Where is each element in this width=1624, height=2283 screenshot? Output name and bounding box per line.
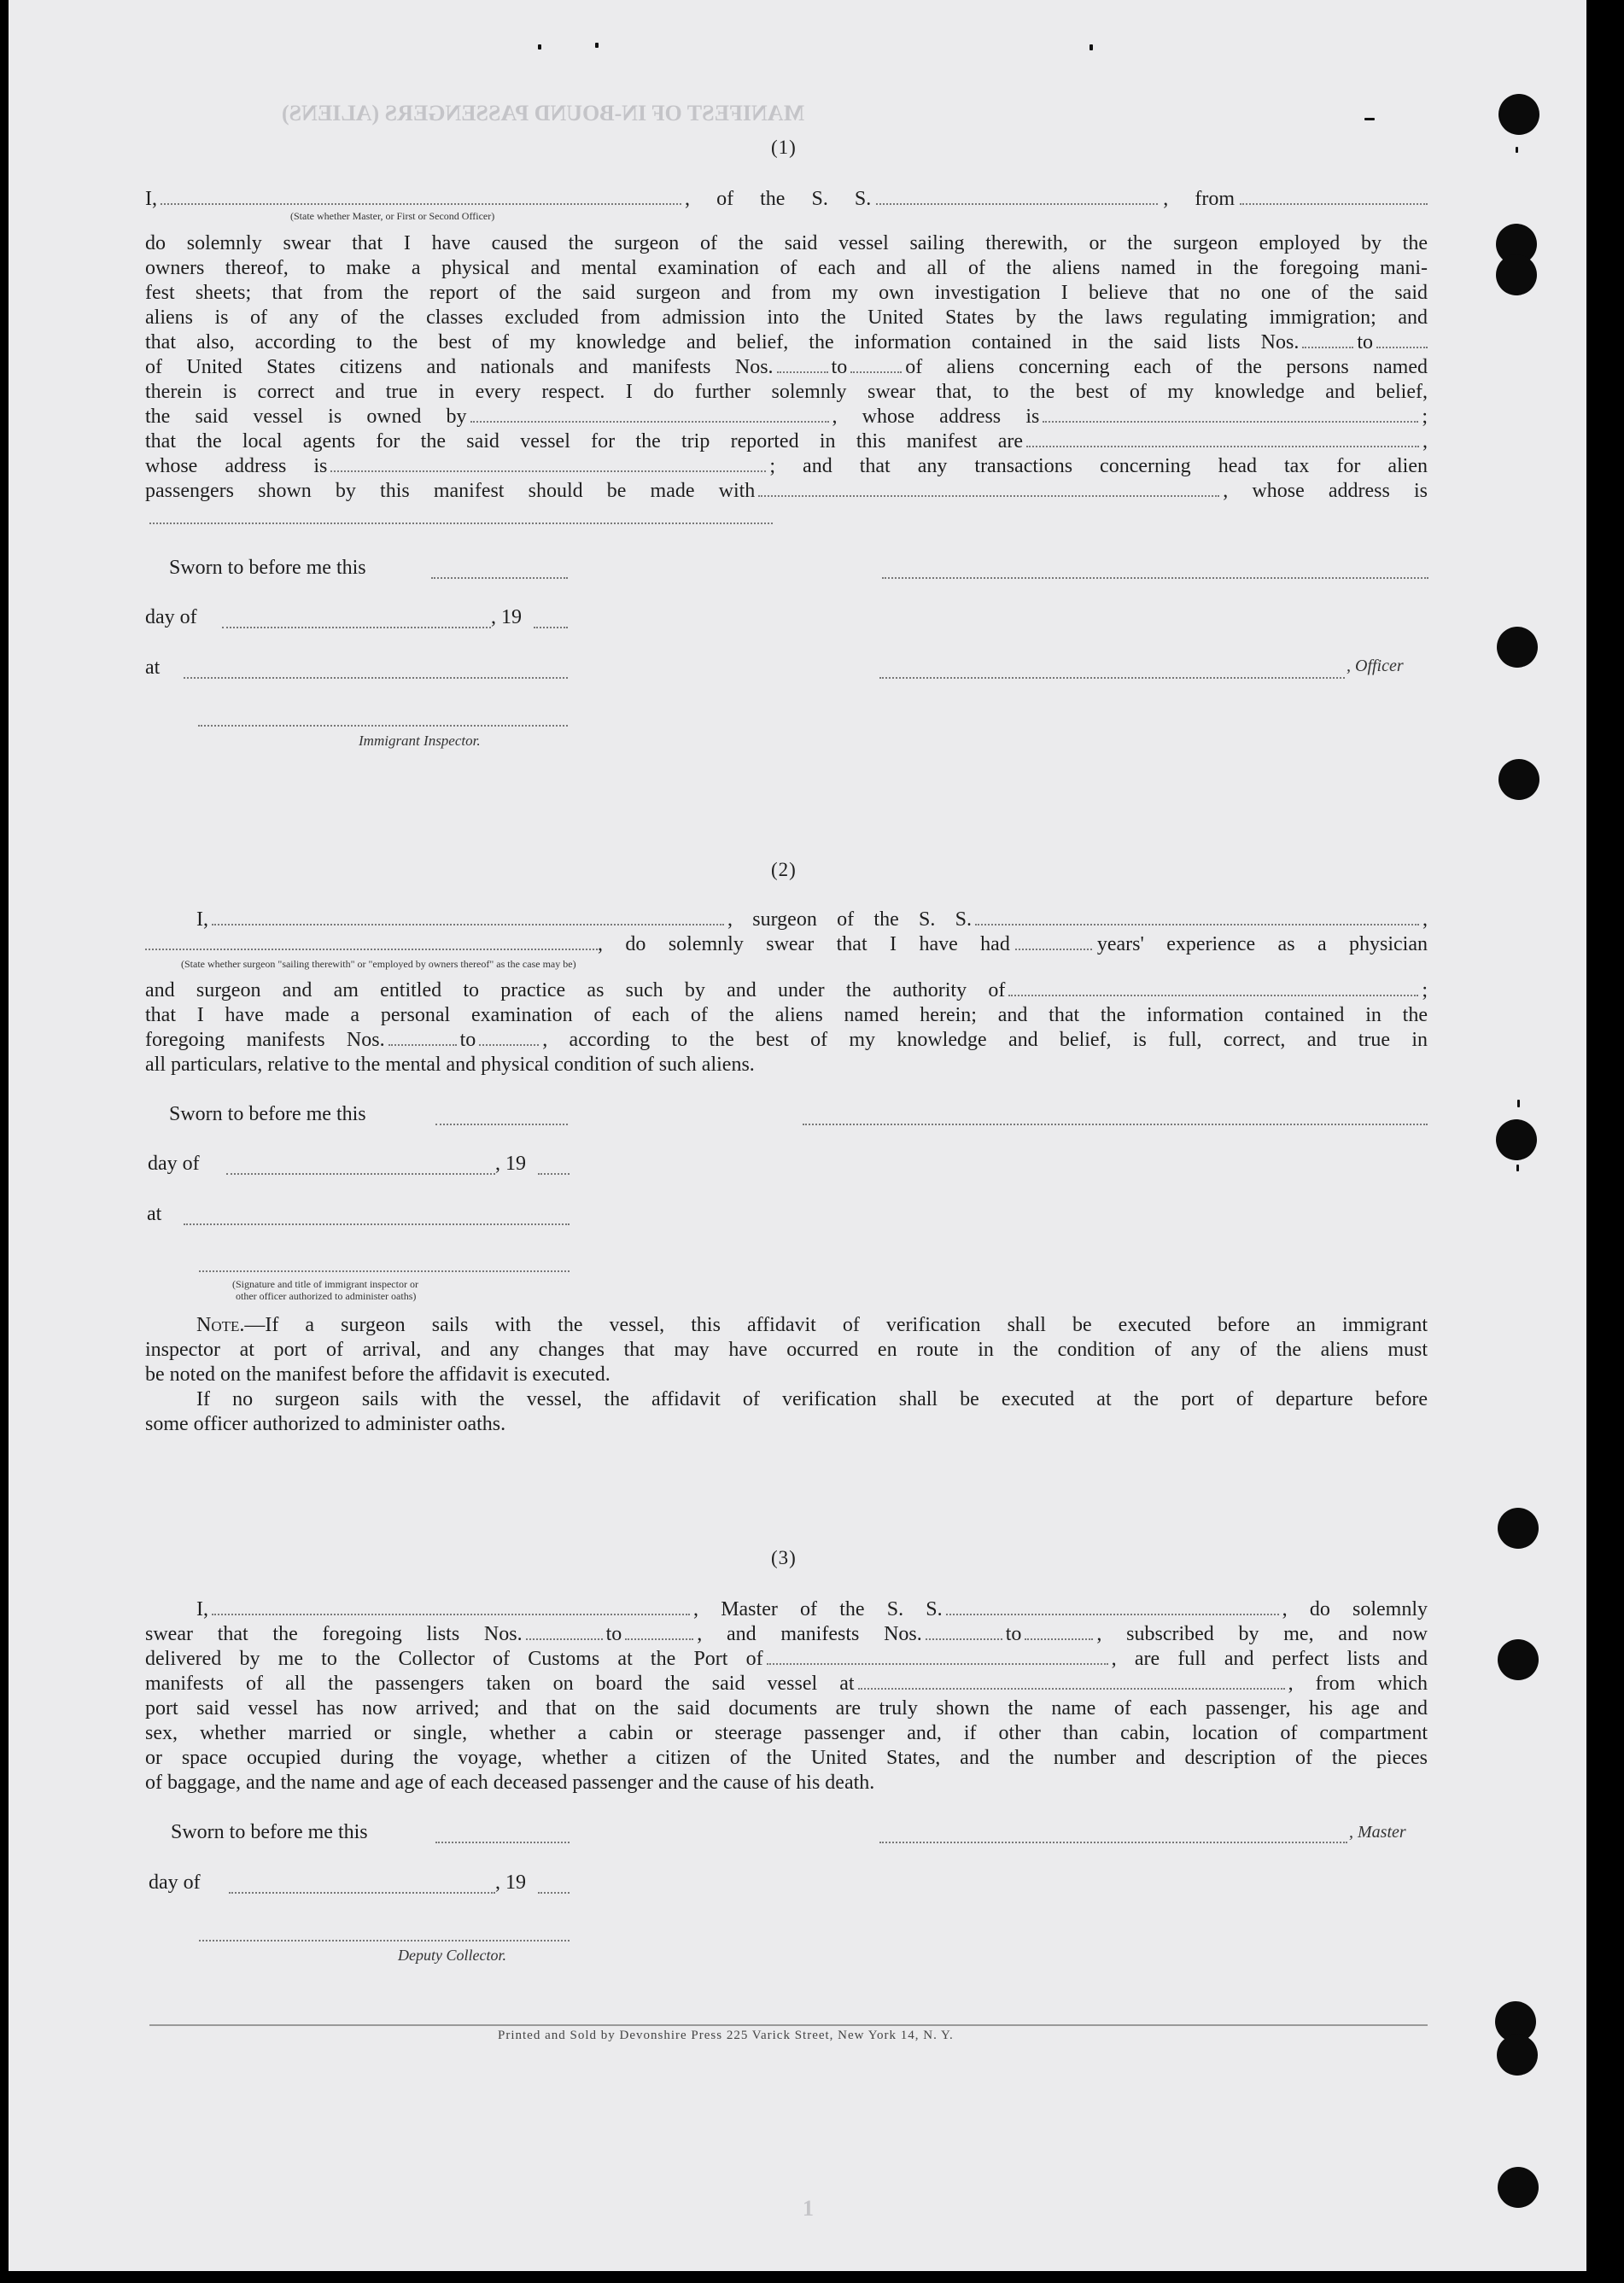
s2-vessel-name-field[interactable] <box>975 908 1419 925</box>
s1-month-field[interactable] <box>222 627 491 628</box>
s1-line-2: owners thereof, to make a physical and mental examination of each and all of the aliens named in the foregoing mani- <box>145 257 1428 279</box>
s3-lists-to-field[interactable] <box>625 1622 693 1640</box>
bleed-through-title: MANIFEST OF IN-BOUND PASSENGERS (ALIENS) <box>282 101 805 126</box>
s3-vessel-name-field[interactable] <box>946 1597 1279 1615</box>
port-of-arrival-field[interactable] <box>767 1647 1108 1665</box>
s3-line-3: manifests of all the passengers taken on board the said vessel at , from which <box>145 1673 1428 1695</box>
s3-month-field[interactable] <box>229 1892 495 1894</box>
s3-line-1: swear that the foregoing lists Nos. to , and manifests Nos. to , subscribed by me, and now <box>145 1623 1428 1645</box>
s2-line-1: , do solemnly swear that I have had years' experience as a physician <box>145 932 1428 957</box>
punch-hole <box>1498 2167 1539 2208</box>
departure-port-field[interactable] <box>1240 187 1428 205</box>
officer-rank-field[interactable] <box>161 187 681 205</box>
s1-line-6: of United States citizens and nationals and manifests Nos. to of aliens concerning each of the persons named <box>145 356 1428 378</box>
vessel-name-field[interactable] <box>876 187 1158 205</box>
s1-line-1: do solemnly swear that I have caused the surgeon of the said vessel sailing therewith, or the surgeon employed by the <box>145 232 1428 254</box>
s2-signature-caption-1: (Signature and title of immigrant inspector or <box>232 1278 418 1290</box>
s3-lists-from-field[interactable] <box>526 1622 603 1640</box>
s2-inspector-signature-field[interactable] <box>199 1270 570 1272</box>
s1-line-5: that also, according to the best of my knowledge and belief, the information contained in the said lists Nos. to <box>145 330 1428 355</box>
s1-line-4: aliens is of any of the classes excluded from admission into the United States by the laws regulating immigration; and <box>145 307 1428 329</box>
punch-hole <box>1498 1508 1539 1549</box>
surgeon-name-field[interactable] <box>212 908 724 925</box>
s2-line-3: that I have made a personal examination of each of the aliens named herein; and that the information contained in the <box>145 1004 1428 1026</box>
licensing-authority-field[interactable] <box>1008 978 1418 996</box>
s1-officer-label: , Officer <box>1347 657 1404 675</box>
years-experience-field[interactable] <box>1015 932 1092 950</box>
section-2-number: (2) <box>771 859 797 880</box>
s2-line-5: all particulars, relative to the mental and physical condition of such aliens. <box>145 1054 755 1076</box>
s3-line-5: sex, whether married or single, whether a cabin or steerage passenger and, if other than cabin, location of compartment <box>145 1722 1428 1744</box>
s2-sworn-label: Sworn to before me this <box>169 1103 366 1125</box>
s1-line-8: the said vessel is owned by , whose address is ; <box>145 406 1428 428</box>
s1-day-of-label: day of <box>145 606 197 628</box>
surgeon-status-field[interactable] <box>145 932 598 950</box>
manifests-to-field[interactable] <box>850 355 902 373</box>
s2-signature-caption-2: other officer authorized to administer oaths) <box>236 1290 417 1302</box>
s3-sworn-date-field[interactable] <box>435 1842 570 1843</box>
s1-place-field[interactable] <box>184 677 568 679</box>
punch-hole <box>1497 627 1538 668</box>
vessel-owner-field[interactable] <box>470 405 829 423</box>
s1-at-label: at <box>145 657 161 679</box>
s3-line-7: of baggage, and the name and age of each deceased passenger and the cause of his death. <box>145 1772 875 1794</box>
s3-collector-signature-field[interactable] <box>199 1940 570 1941</box>
s2-note-line-2: be noted on the manifest before the affidavit is executed. <box>145 1363 610 1386</box>
s2-day-of-label: day of <box>148 1153 200 1175</box>
punch-hole <box>1496 1119 1537 1160</box>
s1-line-10: whose address is ; and that any transactions concerning head tax for alien <box>145 455 1428 477</box>
s1-year-label: , 19 <box>491 606 522 628</box>
s1-inspector-signature-field[interactable] <box>198 725 568 727</box>
s1-officer-title-field[interactable] <box>879 677 1345 679</box>
s3-manifests-from-field[interactable] <box>926 1622 1002 1640</box>
s1-line-7: therein is correct and true in every respect. I do further solemnly swear that, to the best of my knowledge and belief, <box>145 381 1428 403</box>
s2-manifests-to-field[interactable] <box>479 1028 539 1046</box>
s2-note-line-3: If no surgeon sails with the vessel, the affidavit of verification shall be executed at the port of departure before <box>196 1388 1428 1410</box>
s3-year-field[interactable] <box>538 1892 570 1894</box>
s3-line-4: port said vessel has now arrived; and that on the said documents are truly shown the name of each passenger, his age and <box>145 1697 1428 1720</box>
s2-sworn-date-field[interactable] <box>435 1124 568 1125</box>
s3-year-label: , 19 <box>495 1871 526 1894</box>
manifests-from-field[interactable] <box>777 355 828 373</box>
s1-rank-caption: (State whether Master, or First or Second Officer) <box>290 210 495 222</box>
s3-collector-caption: Deputy Collector. <box>398 1947 506 1964</box>
s1-sworn-label: Sworn to before me this <box>169 557 366 579</box>
s3-master-signature-field[interactable] <box>879 1842 1347 1843</box>
printer-imprint: Printed and Sold by Devonshire Press 225 Varick Street, New York 14, N. Y. <box>498 2029 954 2042</box>
contact-address-field[interactable] <box>149 523 773 524</box>
lists-to-field[interactable] <box>1376 330 1428 348</box>
s2-note-line-1: inspector at port of arrival, and any changes that may have occurred en route in the condition of any of the aliens must <box>145 1339 1428 1361</box>
s3-sworn-label: Sworn to before me this <box>171 1821 368 1843</box>
s2-place-field[interactable] <box>184 1223 570 1225</box>
section-3-number: (3) <box>771 1547 797 1568</box>
s1-year-field[interactable] <box>534 627 568 628</box>
punch-hole <box>1496 254 1537 295</box>
s2-at-label: at <box>147 1203 162 1225</box>
s2-manifests-from-field[interactable] <box>388 1028 457 1046</box>
s2-surgeon-caption: (State whether surgeon "sailing therewith" or "employed by owners thereof" as the case may be) <box>181 958 576 970</box>
head-tax-contact-field[interactable] <box>758 479 1219 497</box>
s2-line-2: and surgeon and am entitled to practice as such by and under the authority of ; <box>145 979 1428 1001</box>
punch-hole <box>1498 759 1539 800</box>
s2-year-label: , 19 <box>495 1153 526 1175</box>
s2-month-field[interactable] <box>226 1173 495 1175</box>
agents-address-field[interactable] <box>330 454 766 472</box>
lists-from-field[interactable] <box>1302 330 1353 348</box>
s3-manifests-to-field[interactable] <box>1025 1622 1093 1640</box>
punch-hole <box>1498 1639 1539 1680</box>
s3-day-of-label: day of <box>149 1871 201 1894</box>
footer-rule <box>149 2024 1428 2026</box>
s3-master-label: , Master <box>1349 1823 1406 1842</box>
master-name-field[interactable] <box>212 1597 690 1615</box>
s1-line-11: passengers shown by this manifest should be made with , whose address is <box>145 480 1428 502</box>
local-agents-field[interactable] <box>1026 429 1419 447</box>
s2-year-field[interactable] <box>538 1173 570 1175</box>
s1-line-3: fest sheets; that from the report of the said surgeon and from my own investigation I believe that no one of the said <box>145 282 1428 304</box>
punch-hole <box>1497 2035 1538 2076</box>
s3-line-0: I, , Master of the S. S. , do solemnly <box>196 1598 1428 1620</box>
bleed-through-page-number: 1 <box>803 2196 814 2221</box>
s3-line-6: or space occupied during the voyage, whether a citizen of the United States, and the number and description of the pieces <box>145 1747 1428 1769</box>
s1-officer-signature-field[interactable] <box>882 577 1428 579</box>
s1-sworn-date-field[interactable] <box>431 577 568 579</box>
s3-line-2: delivered by me to the Collector of Customs at the Port of , are full and perfect lists and <box>145 1648 1428 1670</box>
s2-surgeon-signature-field[interactable] <box>803 1124 1428 1125</box>
punch-hole <box>1498 94 1539 135</box>
s2-note-line-0: Note.—If a surgeon sails with the vessel, this affidavit of verification shall be executed before an immigrant <box>196 1314 1428 1336</box>
section-1-number: (1) <box>771 137 797 158</box>
s1-line-0: I, , of the S. S. , from <box>145 187 1428 212</box>
s1-line-9: that the local agents for the said vessel for the trip reported in this manifest are , <box>145 430 1428 453</box>
s2-note-line-4: some officer authorized to administer oaths. <box>145 1413 506 1435</box>
note-label: Note. <box>196 1314 245 1336</box>
port-of-embarkation-field[interactable] <box>858 1672 1285 1690</box>
owner-address-field[interactable] <box>1043 405 1418 423</box>
s2-line-4: foregoing manifests Nos. to , according to the best of my knowledge and belief, is full, correct, and true in <box>145 1029 1428 1051</box>
s2-line-0: I, , surgeon of the S. S. , <box>196 908 1428 931</box>
s1-inspector-caption: Immigrant Inspector. <box>359 733 481 749</box>
